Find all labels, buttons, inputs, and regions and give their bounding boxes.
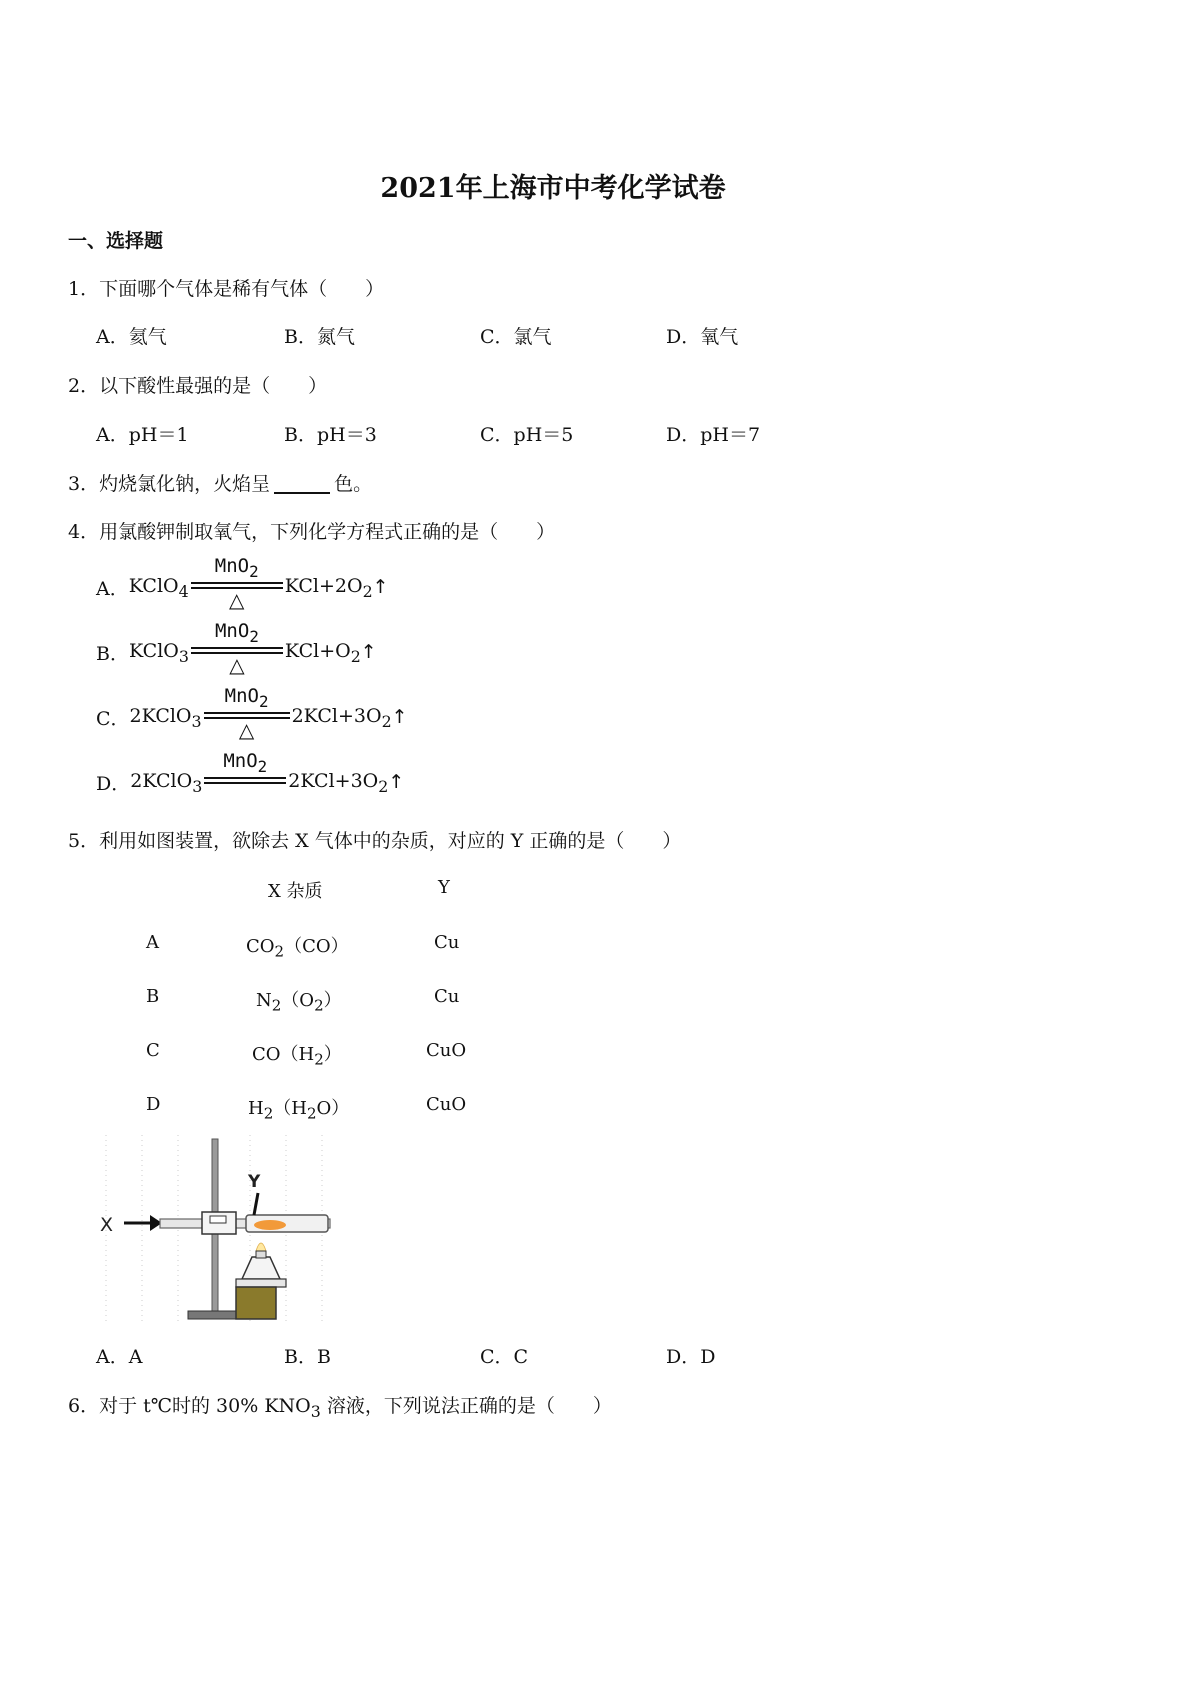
- q2-option-c[interactable]: C．pH＝5: [480, 424, 574, 446]
- q4-option-c[interactable]: [96, 685, 408, 745]
- q2-option-a[interactable]: A．pH＝1: [96, 424, 189, 446]
- q1-option-d[interactable]: D．氧气: [666, 326, 739, 348]
- question-3-stem: [68, 469, 372, 496]
- question-1-stem: 1．下面哪个气体是稀有气体（ ）: [68, 278, 385, 300]
- table-header-x: X 杂质: [268, 881, 323, 902]
- q4-option-label: B．: [96, 642, 129, 665]
- gas-arrow-icon: ↑: [388, 771, 405, 794]
- question-6-stem: 6．对于 t℃时的 30% $KNO_3$ 溶液，下列说法正确的是（ ）: [68, 1395, 612, 1421]
- question-2-stem: 2．以下酸性最强的是（ ）: [68, 375, 328, 397]
- question-5-stem: 5．利用如图装置，欲除去 X 气体中的杂质，对应的 Y 正确的是（ ）: [68, 830, 682, 852]
- equation-reactant: KClO$_4$: [128, 574, 189, 601]
- q1-option-b[interactable]: B．氮气: [284, 326, 355, 348]
- q4-option-label: C．: [96, 707, 130, 730]
- q5-option-c[interactable]: C．C: [480, 1346, 529, 1368]
- table-row-y: Cu: [434, 986, 460, 1007]
- equation-reactant: 2KClO$_3$: [129, 704, 202, 731]
- section-heading: 一、选择题: [68, 230, 164, 252]
- q3-stem-text: 3．灼烧氯化钠，火焰呈: [68, 473, 271, 495]
- q4-option-d[interactable]: [96, 750, 405, 810]
- reaction-condition: MnO$_2$ △: [191, 621, 283, 676]
- q5-option-d[interactable]: D．D: [666, 1346, 716, 1368]
- table-row-key: B: [146, 986, 160, 1007]
- table-row-key: D: [146, 1094, 161, 1115]
- table-header-y: Y: [438, 877, 450, 898]
- gas-arrow-icon: ↑: [372, 576, 389, 599]
- q1-option-c[interactable]: C．氯气: [480, 326, 552, 348]
- gas-arrow-icon: ↑: [360, 641, 377, 664]
- question-4-stem: 4．用氯酸钾制取氧气，下列化学方程式正确的是（ ）: [68, 521, 556, 543]
- svg-text:Y: Y: [248, 1172, 261, 1192]
- table-row-key: A: [146, 932, 159, 953]
- table-row-x: $CO_2(CO)$: [246, 936, 349, 961]
- table-row-key: C: [146, 1040, 160, 1061]
- equation-product: $KCl+O_2$: [284, 639, 361, 666]
- q1-option-a[interactable]: A．氦气: [96, 326, 167, 348]
- q2-option-b[interactable]: B．pH＝3: [284, 424, 377, 446]
- svg-text:X: X: [100, 1214, 114, 1236]
- reaction-condition: MnO$_2$: [204, 751, 286, 806]
- table-row-x: $CO(H_2)$: [252, 1044, 342, 1069]
- q3-answer-blank[interactable]: [274, 492, 330, 494]
- equation-product: $2KCl+3O_2$: [291, 704, 392, 731]
- q3-stem-suffix: 色。: [334, 473, 373, 495]
- table-row-x: $N_2(O_2)$: [256, 990, 342, 1015]
- table-row-y: Cu: [434, 932, 460, 953]
- q5-option-a[interactable]: A．A: [96, 1346, 143, 1368]
- table-row-y: CuO: [426, 1040, 467, 1061]
- table-row-x: $H_2(H_2O)$: [248, 1098, 350, 1123]
- equation-product: $2KCl+3O_2$: [288, 769, 389, 796]
- reaction-condition: MnO$_2$ △: [204, 686, 290, 741]
- q5-option-b[interactable]: B．B: [284, 1346, 331, 1368]
- reaction-condition: MnO$_2$ △: [191, 556, 283, 611]
- table-row-y: CuO: [426, 1094, 467, 1115]
- q4-option-b[interactable]: [96, 620, 377, 680]
- q4-option-label: D．: [96, 772, 131, 795]
- apparatus-figure: [96, 1135, 346, 1327]
- q4-option-label: A．: [96, 577, 129, 600]
- gas-arrow-icon: ↑: [391, 706, 408, 729]
- page-title: 2021年上海市中考化学试卷: [380, 173, 726, 204]
- equation-product: $KCl+2O_2$: [284, 574, 373, 601]
- q4-option-a[interactable]: [96, 555, 389, 615]
- equation-reactant: 2KClO$_3$: [130, 769, 203, 796]
- q2-option-d[interactable]: D．pH＝7: [666, 424, 761, 446]
- equation-reactant: KClO$_3$: [128, 639, 189, 666]
